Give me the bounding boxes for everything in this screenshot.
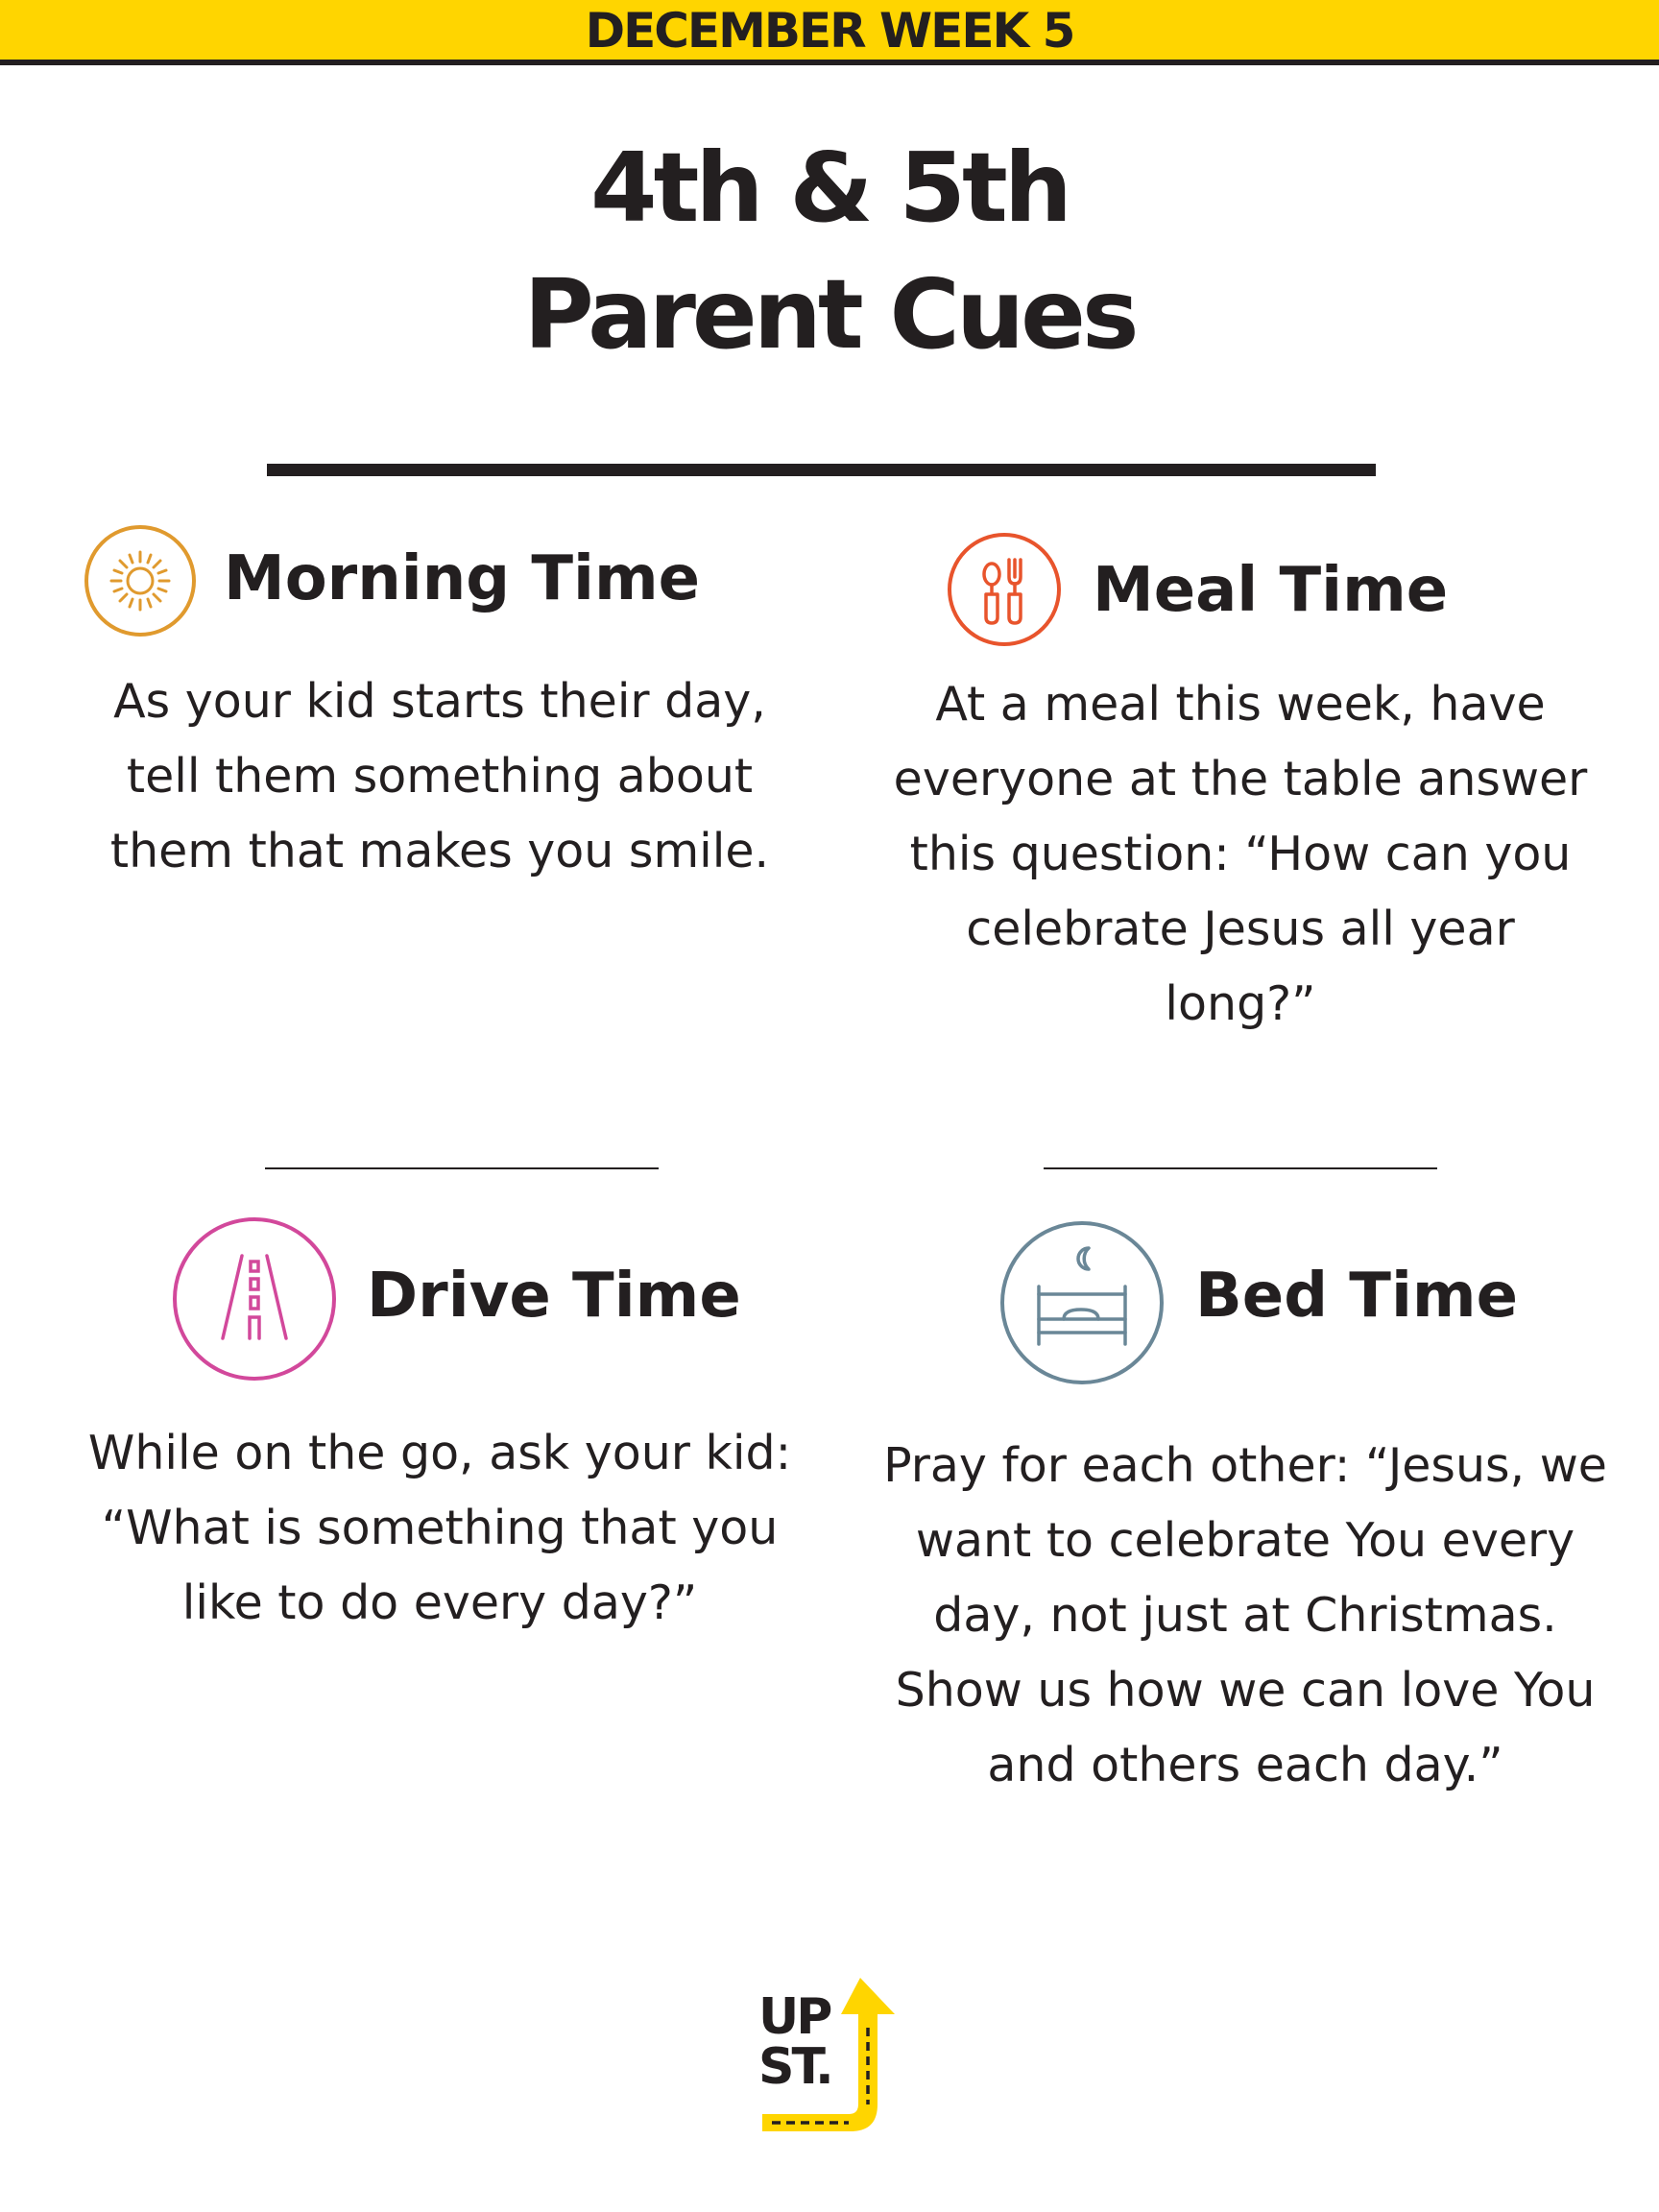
morning-time-body: As your kid starts their day, tell them something about them that makes you smile.	[109, 674, 770, 878]
banner-text: DECEMBER WEEK 5	[585, 3, 1074, 59]
bed-time-heading: Bed Time	[1195, 1261, 1518, 1332]
utensils-icon	[946, 531, 1063, 648]
logo-line2: ST.	[758, 2038, 831, 2096]
upstreet-logo	[753, 1970, 926, 2143]
bed-time-body: Pray for each other: “Jesus, we want to celebrate You every day, not just at Christmas. Show us how we can love You and others each day.”	[883, 1438, 1607, 1792]
page-title-line1: 4th & 5th	[590, 132, 1069, 244]
drive-time-heading: Drive Time	[367, 1261, 741, 1332]
top-banner	[0, 0, 1659, 65]
road-icon	[171, 1215, 338, 1382]
section-divider-left	[265, 1167, 659, 1169]
drive-time-body: While on the go, ask your kid: “What is something that you like to do every day?”	[87, 1426, 792, 1630]
title-divider	[267, 464, 1376, 476]
page-title	[0, 125, 1659, 378]
sun-icon	[83, 523, 198, 638]
section-divider-right	[1044, 1167, 1437, 1169]
meal-time-body: At a meal this week, have everyone at the table answer this question: “How can you celebrate Jesus all year long?”	[893, 677, 1588, 1031]
logo-line1: UP	[758, 1988, 830, 2046]
morning-time-heading: Morning Time	[224, 543, 701, 614]
page-title-line2: Parent Cues	[523, 258, 1136, 371]
bed-icon	[998, 1219, 1166, 1386]
meal-time-heading: Meal Time	[1093, 555, 1449, 626]
